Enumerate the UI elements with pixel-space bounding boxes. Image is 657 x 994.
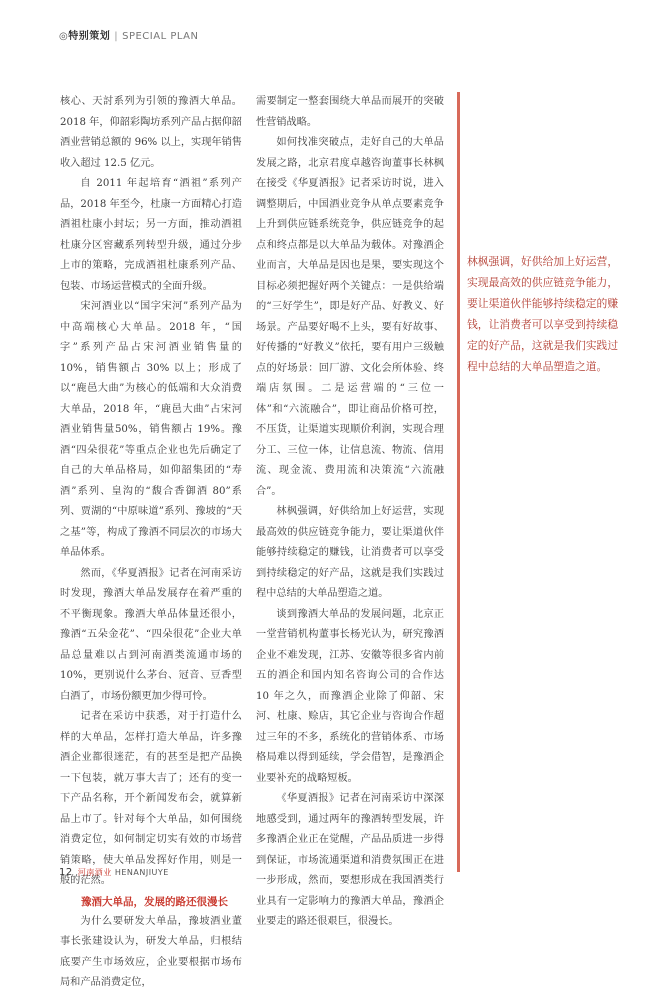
article-column-middle: [256, 92, 444, 933]
paragraph: 谈到豫酒大单品的发展问题，北京正一堂营销机构董事长杨光认为，研究豫酒企业不难发现，江苏、安徽等很多省内前五的酒企和国内知名咨询公司的合作达 10 年之久，而豫酒企业除了仰韶、宋河、杜康、赊店，其它企业与咨询合作超过三年的不多，系统化的营销体系、市场格局难以得到延续，学会借智，是豫酒企业要补充的战略短板。: [256, 608, 444, 784]
circle-icon: ◎: [59, 31, 69, 42]
paragraph: 然而，《华夏酒报》记者在河南采访时发现，豫酒大单品发展存在着严重的不平衡现象。豫酒大单品体量还很小，豫酒“五朵金花”、“四朵很花”企业大单品总量难以占到河南酒类流通市场的 10%，更别说什么茅台、冠音、豆香型白酒了，市场份额更加少得可怜。: [60, 567, 242, 702]
paragraph: 自 2011 年起培育“酒祖”系列产品，2018 年至今，杜康一方面精心打造酒祖杜康小封坛；另一方面，推动酒祖杜康分区窖藏系列转型升级，通过分步上市的策略，完成酒祖杜康系列产品、包装、市场运营模式的全面升级。: [60, 178, 242, 292]
pull-quote-divider: [457, 92, 460, 872]
paragraph: 《华夏酒报》记者在河南采访中深深地感受到，通过两年的豫酒转型发展，许多豫酒企业正在觉醒，产品品质进一步得到保证，市场流通渠道和消费氛围正在进一步形成，然而，要想形成在我国酒类行业具有一定影响力的豫酒大单品，豫酒企业要走的路还很艰巨，很漫长。: [256, 793, 444, 927]
paragraph: 需要制定一整套围绕大单品而展开的突破性营销战略。: [256, 96, 444, 128]
paragraph: 宋河酒业以“国字宋河”系列产品为中高端核心大单品。2018 年，“国字”系列产品占宋河酒业销售量的 10%，销售额占 30% 以上；形成了以“鹿邑大曲”为核心的低端和大众消费大单品，2018 年，“鹿邑大曲”占宋河酒业销售量50%，销售额占 19%。豫酒“四朵很花”等重点企业也先后确定了自己的大单品格局，如仰韶集团的“寿酒”系列、皇沟的“馥合香御酒 80”系列、贾湖的“中原味道”系列、豫坡的“天之基”等，构成了豫酒不同层次的市场大单品体系。: [60, 301, 242, 558]
section-title-en: SPECIAL PLAN: [122, 31, 199, 42]
paragraph: 为什么要研发大单品，豫坡酒业董事长张建设认为，研发大单品，归根结底要产生市场效应，企业要根据市场布局和产品消费定位，: [60, 915, 242, 988]
section-header: [59, 27, 198, 42]
page-number: 12: [59, 867, 73, 878]
paragraph: 核心、天討系列为引领的豫酒大单品。2018 年，仰韶彩陶坊系列产品占据仰韶酒业营销总额的 96% 以上，实现年销售收入超过 12.5 亿元。: [60, 96, 242, 169]
magazine-logo: 河南酒业: [77, 868, 112, 877]
article-column-left: [60, 92, 242, 994]
magazine-name-en: HENANJIUYE: [114, 868, 169, 877]
section-title-cn: 特别策划: [68, 31, 111, 42]
section-subheading: 豫酒大单品，发展的路还很漫长: [81, 895, 228, 908]
paragraph: 记者在采访中获悉，对于打造什么样的大单品，怎样打造大单品，许多豫酒企业都很迷茫，有的甚至是把产品换一下包装，就万事大吉了；还有的变一下产品名称，开个新闻发布会，就算新品上市了。针对每个大单品，如何围绕消费定位，如何制定切实有效的市场营销策略，使大单品发挥好作用，则是一般的茫然。: [60, 711, 242, 886]
page-footer: [59, 867, 169, 878]
pull-quote: 林枫强调，好供给加上好运营，实现最高效的供应链竞争能力，要让渠道伙伴能够持续稳定的赚钱，让消费者可以享受到持续稳定的好产品，这就是我们实践过程中总结的大单品塑造之道。: [467, 255, 619, 373]
header-divider: |: [114, 31, 119, 42]
paragraph: 林枫强调，好供给加上好运营，实现最高效的供应链竞争能力，要让渠道伙伴能够持续稳定的赚钱，让消费者可以享受到持续稳定的好产品，这就是我们实践过程中总结的大单品塑造之道。: [256, 506, 444, 599]
paragraph: 如何找准突破点，走好自己的大单品发展之路，北京君度卓越咨询董事长林枫在接受《华夏酒报》记者采访时说，进入调整期后，中国酒业竞争从单点要素竞争上升到供应链系统竞争，供应链竞争的起点和终点都是以大单品为载体。对豫酒企业而言，大单品是因也是果，要实现这个目标必须把握好两个关键点：一是供给端的“三好学生”，即是好产品、好教义、好场景。产品要好喝不上头，要有好故事、好传播的“好教义”依托，要有用户三级触点的好场景：回厂游、文化会所体验、终端店氛围。二是运营端的“三位一体”和“六流融合”，即让商品价格可控，不压货，让渠道实现顺价利润，实现合理分工、三位一体，让信息流、物流、信用流、现金流、费用流和决策流“六流融合”。: [256, 137, 444, 497]
